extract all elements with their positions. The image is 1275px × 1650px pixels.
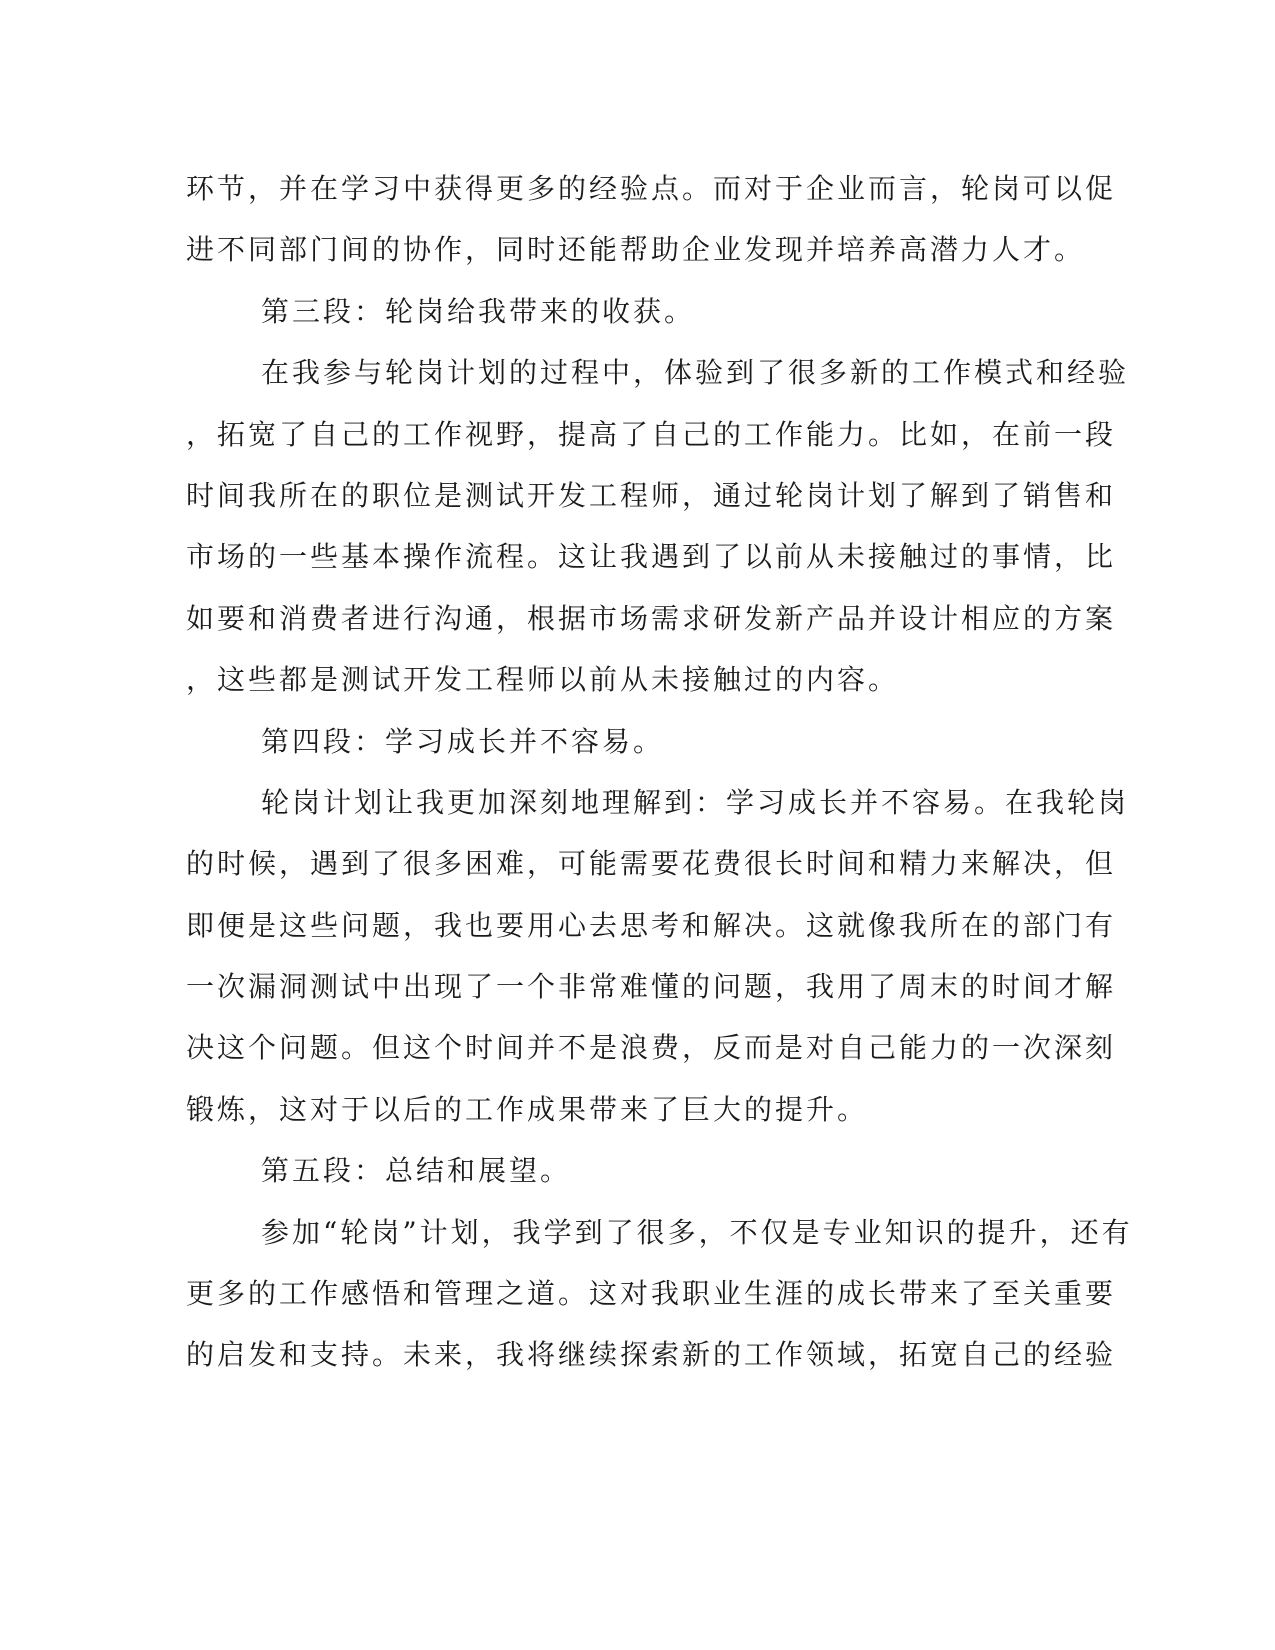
- text-line: ，这些都是测试开发工程师以前从未接触过的内容。: [186, 663, 900, 697]
- text-line: ，拓宽了自己的工作视野，提高了自己的工作能力。比如，在前一段: [186, 417, 1117, 451]
- text-line: 的启发和支持。未来，我将继续探索新的工作领域，拓宽自己的经验: [186, 1338, 1117, 1372]
- text-line: 的时候，遇到了很多困难，可能需要花费很长时间和精力来解决，但: [186, 847, 1117, 881]
- text-line: 进不同部门间的协作，同时还能帮助企业发现并培养高潜力人才。: [186, 233, 1086, 267]
- text-line: 市场的一些基本操作流程。这让我遇到了以前从未接触过的事情，比: [186, 540, 1117, 574]
- text-line: 在我参与轮岗计划的过程中，体验到了很多新的工作模式和经验: [261, 356, 1130, 390]
- document-body: [186, 158, 1133, 1386]
- text-line: 如要和消费者进行沟通，根据市场需求研发新产品并设计相应的方案: [186, 601, 1117, 635]
- text-line: 时间我所在的职位是测试开发工程师，通过轮岗计划了解到了销售和: [186, 478, 1117, 512]
- section-heading: 第四段：学习成长并不容易。: [261, 724, 665, 758]
- text-line: 锻炼，这对于以后的工作成果带来了巨大的提升。: [186, 1092, 869, 1126]
- section-heading: 第五段：总结和展望。: [261, 1154, 572, 1188]
- text-line: 一次漏洞测试中出现了一个非常难懂的问题，我用了周末的时间才解: [186, 970, 1117, 1004]
- text-line: 轮岗计划让我更加深刻地理解到：学习成长并不容易。在我轮岗: [261, 785, 1130, 819]
- text-line: 更多的工作感悟和管理之道。这对我职业生涯的成长带来了至关重要: [186, 1277, 1117, 1311]
- text-line: 即便是这些问题，我也要用心去思考和解决。这就像我所在的部门有: [186, 908, 1117, 942]
- text-line: 决这个问题。但这个时间并不是浪费，反而是对自己能力的一次深刻: [186, 1031, 1117, 1065]
- text-line: 环节，并在学习中获得更多的经验点。而对于企业而言，轮岗可以促: [186, 172, 1117, 205]
- text-line: 参加“轮岗”计划，我学到了很多，不仅是专业知识的提升，还有: [261, 1215, 1133, 1249]
- section-heading: 第三段：轮岗给我带来的收获。: [261, 294, 696, 328]
